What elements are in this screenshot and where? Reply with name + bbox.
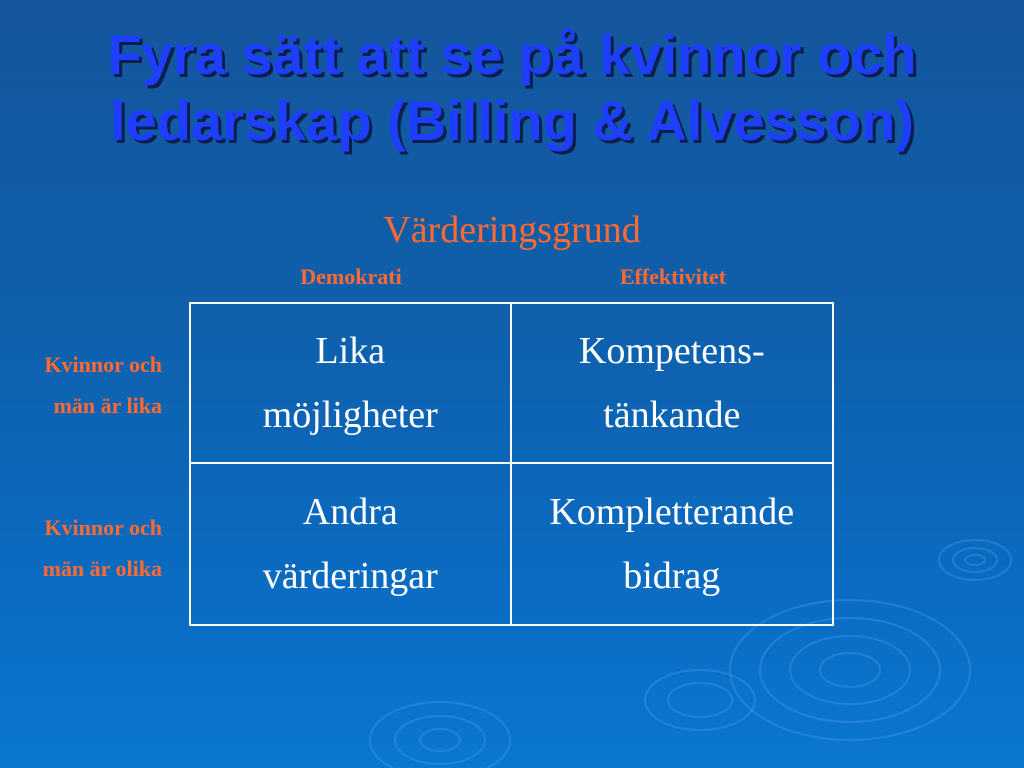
cell-text-line: möjligheter (262, 394, 438, 436)
row-label-line: män är lika (53, 393, 162, 418)
matrix-table (189, 302, 834, 626)
column-label-effektivitet: Effektivitet (619, 264, 727, 289)
cell-text-line: tänkande (603, 394, 741, 436)
cell-text-line: värderingar (262, 555, 438, 597)
row-label-line: Kvinnor och (44, 515, 162, 540)
cell-text-line: Andra (302, 491, 398, 533)
row-label-line: män är olika (42, 556, 162, 581)
cell-kompletterande-bidrag (512, 464, 833, 624)
cell-text-line: Kompletterande (549, 491, 795, 533)
slide-title-line1: Fyra sätt att se på kvinnor och (107, 23, 917, 86)
cell-andra-varderingar (191, 464, 512, 624)
slide-title-line2: ledarskap (Billing & Alvesson) (110, 89, 914, 152)
cell-text-line: bidrag (623, 555, 721, 597)
cell-text-line: Lika (315, 330, 386, 372)
column-label-demokrati: Demokrati (300, 264, 402, 289)
cell-text-line: Kompetens- (578, 330, 765, 372)
axis-title: Värderingsgrund (383, 209, 641, 251)
slide-title (0, 22, 1024, 154)
cell-lika-mojligheter (191, 304, 512, 464)
cell-kompetenstankande (512, 304, 833, 464)
row-label-line: Kvinnor och (44, 352, 162, 377)
row-label-olika (43, 507, 162, 589)
row-label-lika (44, 344, 162, 426)
